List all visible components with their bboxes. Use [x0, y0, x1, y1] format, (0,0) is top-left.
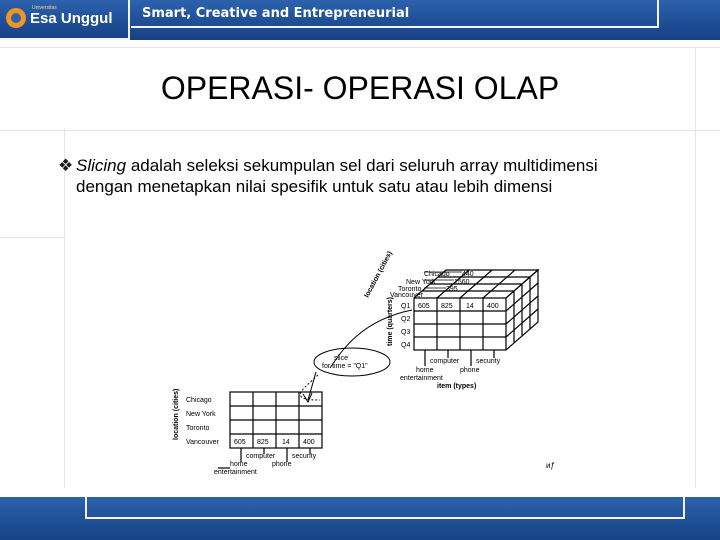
cube-city-label: Toronto [398, 286, 422, 293]
table-item-label: computer [246, 453, 276, 460]
tagline: Smart, Creative and Entrepreneurial [142, 6, 410, 21]
slice-label: slice [334, 355, 349, 362]
cube-quarter-label: Q4 [401, 342, 411, 349]
corner-mark: ᴎƒ [546, 461, 555, 470]
cube-quarter-label: Q1 [401, 303, 411, 310]
cube-back-value: 1560 [454, 279, 470, 286]
table-cell-value: 605 [234, 439, 246, 446]
cube-cell-value: 400 [487, 303, 499, 310]
table-row-label: Toronto [186, 425, 210, 432]
cube-item-label: computer [430, 358, 460, 365]
cube-time-axis: time (quarters) [387, 296, 394, 346]
table-row-label: Chicago [186, 397, 212, 404]
footer-bar [0, 497, 720, 540]
cube-city-label: Vancouver [390, 292, 423, 299]
cube-item-label: home [416, 367, 434, 374]
cube-item-label: security [476, 358, 501, 365]
university-logo-icon [6, 8, 26, 28]
header-bar [0, 0, 720, 40]
cube-quarter-label: Q2 [401, 316, 411, 323]
bullet-definition: adalah seleksi sekumpulan sel dari seluruh array multidimensi dengan menetapkan nilai spesifik untuk satu atau lebih dimensi [76, 156, 598, 196]
table-cell-value: 825 [257, 439, 269, 446]
cube-back-value: 395 [446, 286, 458, 293]
slide-title: OPERASI- OPERASI OLAP [160, 70, 560, 106]
cube-location-axis: location (cities) [363, 250, 394, 299]
table-item-label: phone [272, 461, 292, 468]
bullet-text [58, 155, 618, 197]
cube-city-label: Chicago [424, 271, 450, 278]
cube-city-label: New York [406, 279, 436, 286]
cube-quarter-label: Q3 [401, 329, 411, 336]
table-row-label: New York [186, 411, 216, 418]
bullet-term: Slicing [76, 156, 127, 175]
cube-cell-value: 825 [441, 303, 453, 310]
table-location-axis: location (cities) [173, 388, 180, 440]
diagram-svg [162, 240, 575, 478]
divider-line [0, 47, 720, 48]
logo-subtitle: Universitas [32, 5, 57, 11]
bullet-paragraph [58, 155, 618, 197]
table-item-label: security [292, 453, 317, 460]
cube-item-label: entertainment [400, 375, 443, 382]
cube-item-axis: item (types) [437, 383, 477, 390]
cube-item-label: phone [460, 367, 480, 374]
table-item-label: entertainment [214, 469, 257, 476]
cube-back-value: 440 [462, 271, 474, 278]
logo-text: Esa Unggul [30, 10, 113, 27]
table-item-label: home [230, 461, 248, 468]
table-cell-value: 400 [303, 439, 315, 446]
bullet-diamond-icon: ❖ [58, 156, 74, 175]
table-cell-value: 14 [282, 439, 290, 446]
slice-condition: for time = "Q1" [322, 363, 368, 370]
footer-box [85, 497, 685, 519]
divider-line [695, 48, 696, 488]
divider-line [0, 237, 66, 238]
cube-cell-value: 14 [466, 303, 474, 310]
table-row-label: Vancouver [186, 439, 219, 446]
divider-line [0, 130, 720, 131]
cube-cell-value: 605 [418, 303, 430, 310]
olap-slice-diagram [162, 240, 575, 478]
